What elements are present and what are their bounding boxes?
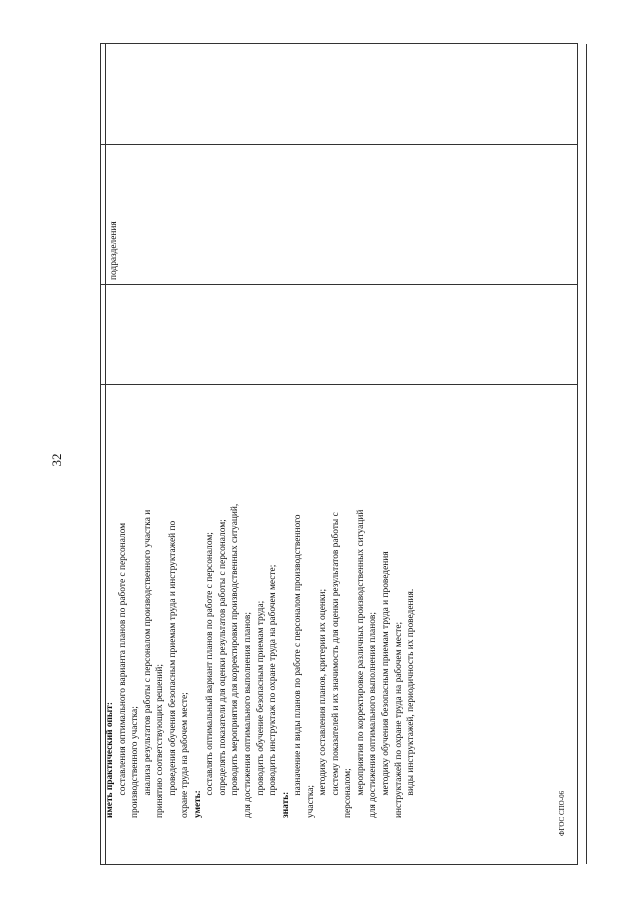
- knowledge-item: виды инструктажей, периодичность их проведения.: [406, 588, 417, 796]
- table-row-divider-2: [101, 284, 577, 285]
- knowledge-item: назначение и виды планов по работе с персоналом производственного участка;: [293, 514, 316, 818]
- knowledge-item: методику обучения безопасным приемам труда и проведения инструктажей по охране труда на рабочем месте;: [381, 551, 404, 818]
- practical-item: анализа результатов работы с персоналом производственного участка и принятию соответствующих решений;: [142, 509, 166, 818]
- competency-description-cell: [104, 494, 580, 818]
- skills-heading: уметь:: [192, 790, 203, 818]
- skill-item: проводить инструктаж по охране труда на рабочем месте;: [268, 564, 279, 796]
- knowledge-item: мероприятия по корректировке различных производственных ситуаций для достижения оптимального выполнения планов;: [355, 509, 379, 818]
- knowledge-heading: знать:: [280, 791, 291, 818]
- footer-code: ФГОС СПО-06: [558, 790, 566, 836]
- skill-item: составлять оптимальный вариант планов по работе с персоналом;: [205, 532, 216, 796]
- practical-experience-heading: иметь практический опыт:: [105, 702, 115, 818]
- table-row-divider-3: [101, 384, 577, 385]
- knowledge-item: методику составления планов, критерии их оценки;: [318, 588, 329, 796]
- skill-item: определять показатели для оценки результатов работы с персоналом;: [217, 519, 228, 796]
- skill-item: проводить мероприятия для корректировки производственных ситуаций, для достижения оптимального выполнения планов;: [230, 503, 254, 818]
- practical-item: проведения обучения безопасным приемам труда и инструктажей по охране труда на рабочем месте;: [167, 520, 191, 818]
- knowledge-item: систему показателей и их значимость для оценки результатов работы с персоналом;: [330, 512, 354, 818]
- table-column-divider: [586, 44, 587, 864]
- table-row-divider-1: [101, 144, 577, 145]
- page-number: 32: [49, 453, 64, 467]
- department-cell: подразделения: [109, 221, 119, 280]
- skill-item: проводить обучение безопасным приемам труда;: [255, 600, 266, 796]
- practical-item: составления оптимального варианта планов по работе с персоналом производственного участка;: [117, 522, 141, 818]
